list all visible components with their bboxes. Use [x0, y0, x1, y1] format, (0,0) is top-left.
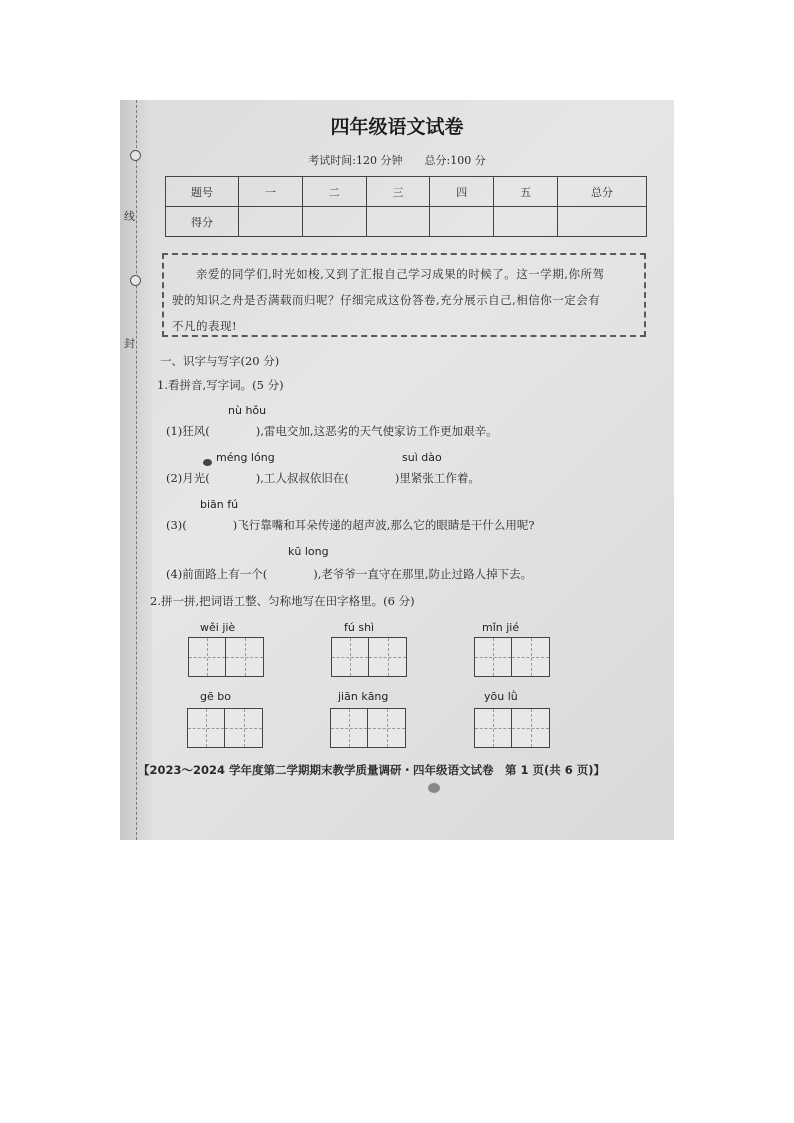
score-column-1: 一 [239, 177, 303, 207]
question-1-item-1: (1)狂风( ),雷电交加,这恶劣的天气使家访工作更加艰辛。 [166, 424, 498, 438]
tianzige-grid[interactable] [330, 708, 406, 748]
binding-char: 封 [124, 337, 135, 350]
score-table-header-row [166, 177, 647, 207]
section-heading: 一、识字与写字(20 分) [160, 354, 280, 368]
q2-pinyin-3: mǐn jié [482, 621, 520, 634]
intro-line: 驶的知识之舟是否满载而归呢？仔细完成这份答卷,充分展示自己,相信你一定会有 [172, 293, 601, 307]
score-column-total: 总分 [558, 177, 647, 207]
pinyin-2a: méng lóng [216, 451, 275, 464]
score-cell [302, 207, 366, 237]
exam-photo [120, 100, 674, 840]
question-1-item-3: (3)( )飞行靠嘴和耳朵传递的超声波,那么它的眼睛是干什么用呢? [166, 518, 535, 532]
q2-pinyin-6: yōu lǜ [484, 690, 518, 703]
score-header-label: 题号 [166, 177, 239, 207]
q2-pinyin-4: gē bo [200, 690, 231, 703]
tianzige-grid[interactable] [474, 708, 550, 748]
pinyin-2b: suì dào [402, 451, 442, 464]
binding-hole-icon [130, 275, 141, 286]
question-1-item-4: (4)前面路上有一个( ),老爷爷一直守在那里,防止过路人掉下去。 [166, 567, 533, 581]
q2-pinyin-2: fú shì [344, 621, 375, 634]
score-column-5: 五 [494, 177, 558, 207]
q2-pinyin-1: wěi jiè [200, 621, 236, 634]
pinyin-1: nù hǒu [228, 404, 267, 417]
exam-meta: 考试时间:120 分钟 总分:100 分 [308, 154, 486, 167]
pinyin-4: kū long [288, 545, 329, 558]
score-cell [558, 207, 647, 237]
score-column-4: 四 [430, 177, 494, 207]
binding-dashed-line [136, 100, 137, 840]
score-table-score-row [166, 207, 647, 237]
binding-margin [120, 100, 152, 840]
score-cell [366, 207, 430, 237]
score-column-3: 三 [366, 177, 430, 207]
tianzige-grid[interactable] [188, 637, 264, 677]
page-footer: 【2023～2024 学年度第二学期期末教学质量调研・四年级语文试卷 第 1 页(共 6 页)】 [138, 763, 606, 777]
tianzige-grid[interactable] [187, 708, 263, 748]
q2-pinyin-5: jiān kāng [338, 690, 389, 703]
intro-note [162, 253, 646, 337]
tianzige-grid[interactable] [474, 637, 550, 677]
score-table [165, 176, 647, 237]
binding-char: 线 [124, 210, 135, 223]
score-cell [494, 207, 558, 237]
intro-line: 不凡的表现! [172, 319, 238, 333]
score-cell [430, 207, 494, 237]
score-cell [239, 207, 303, 237]
question-1-item-2: (2)月光( ),工人叔叔依旧在( )里紧张工作着。 [166, 471, 480, 485]
exam-title: 四年级语文试卷 [330, 116, 464, 138]
score-column-2: 二 [302, 177, 366, 207]
ink-smudge [203, 459, 212, 466]
pinyin-3: biān fú [200, 498, 239, 511]
question-2-title: 2.拼一拼,把词语工整、匀称地写在田字格里。(6 分) [150, 594, 415, 608]
intro-line: 亲爱的同学们,时光如梭,又到了汇报自己学习成果的时候了。这一学期,你所驾 [172, 267, 605, 281]
score-row-label: 得分 [166, 207, 239, 237]
question-1-title: 1.看拼音,写字词。(5 分) [157, 378, 284, 392]
footer-logo-icon [428, 783, 440, 793]
tianzige-grid[interactable] [331, 637, 407, 677]
